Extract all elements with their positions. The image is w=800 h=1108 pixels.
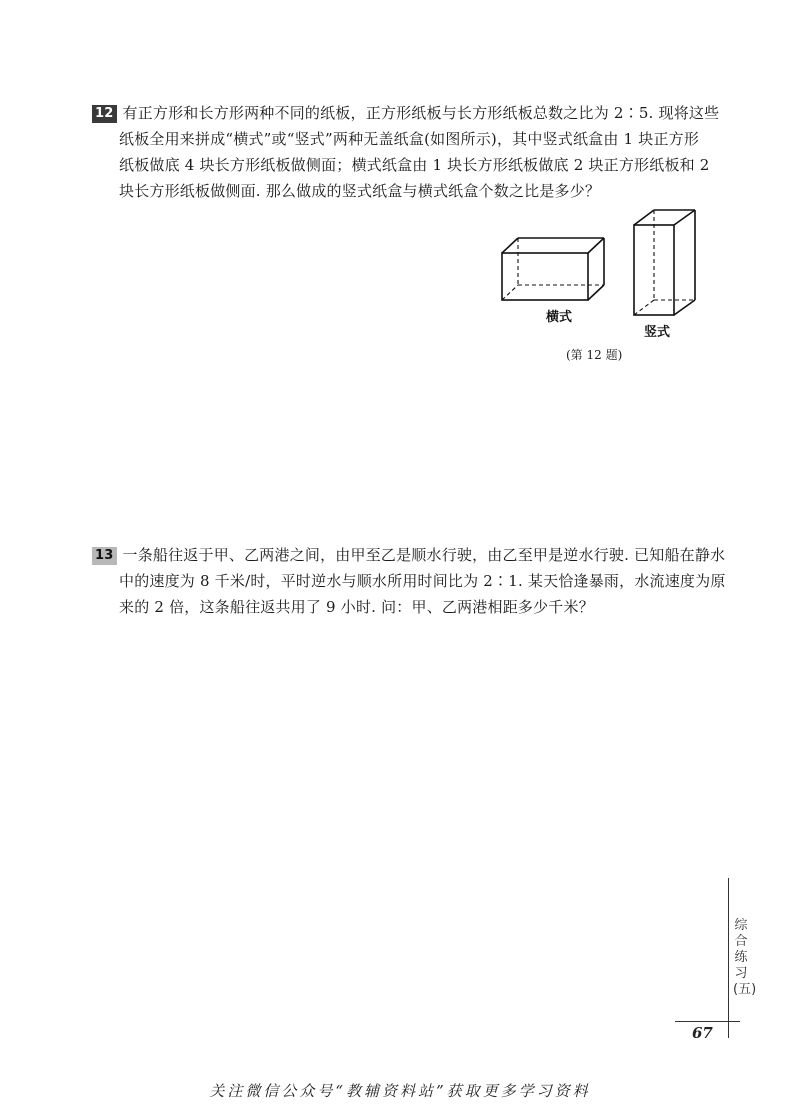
problem-12-line-2: 纸板全用来拼成“横式”或“竖式”两种无盖纸盒(如图所示)，其中竖式纸盒由 1 块正方形 [119, 130, 700, 148]
problem-12-line-1 [92, 100, 718, 126]
problem-number-badge: 12 [92, 105, 117, 123]
horizontal-box-label: 横式 [546, 310, 573, 325]
problem-12-text: 有正方形和长方形两种不同的纸板，正方形纸板与长方形纸板总数之比为 2∶5. 现将这些 [122, 104, 720, 122]
horizontal-box-drawing [502, 238, 604, 300]
problem-13-line-1 [92, 542, 726, 568]
vertical-box-drawing [634, 210, 695, 315]
page-number-rule [675, 1021, 740, 1022]
page-number: 67 [692, 1024, 713, 1042]
side-divider [728, 878, 729, 1038]
section-title: 综合练习(五) [733, 918, 757, 997]
problem-12-line-4: 块长方形纸板做侧面. 那么做成的竖式纸盒与横式纸盒个数之比是多少？ [119, 182, 601, 200]
box-diagram [498, 208, 703, 368]
problem-12-line-3: 纸板做底 4 块长方形纸板做侧面；横式纸盒由 1 块长方形纸板做底 2 块正方形纸板和 2 [119, 156, 710, 174]
problem-13-line-2: 中的速度为 8 千米/时，平时逆水与顺水所用时间比为 2∶1. 某天恰逢暴雨，水流速度为原 [119, 572, 726, 590]
problem-13-line-3: 来的 2 倍，这条船往返共用了 9 小时. 问：甲、乙两港相距多少千米？ [119, 598, 594, 616]
problem-13 [92, 542, 726, 620]
problem-13-text: 一条船往返于甲、乙两港之间，由甲至乙是顺水行驶，由乙至甲是逆水行驶. 已知船在静水 [122, 546, 726, 564]
problem-number-badge: 13 [92, 547, 117, 565]
problem-12 [92, 100, 718, 204]
figure-caption: (第 12 题) [566, 348, 623, 362]
vertical-box-label: 竖式 [644, 325, 671, 340]
box-figure [498, 208, 703, 368]
footer-note: 关注微信公众号“教辅资料站”获取更多学习资料 [209, 1082, 591, 1100]
